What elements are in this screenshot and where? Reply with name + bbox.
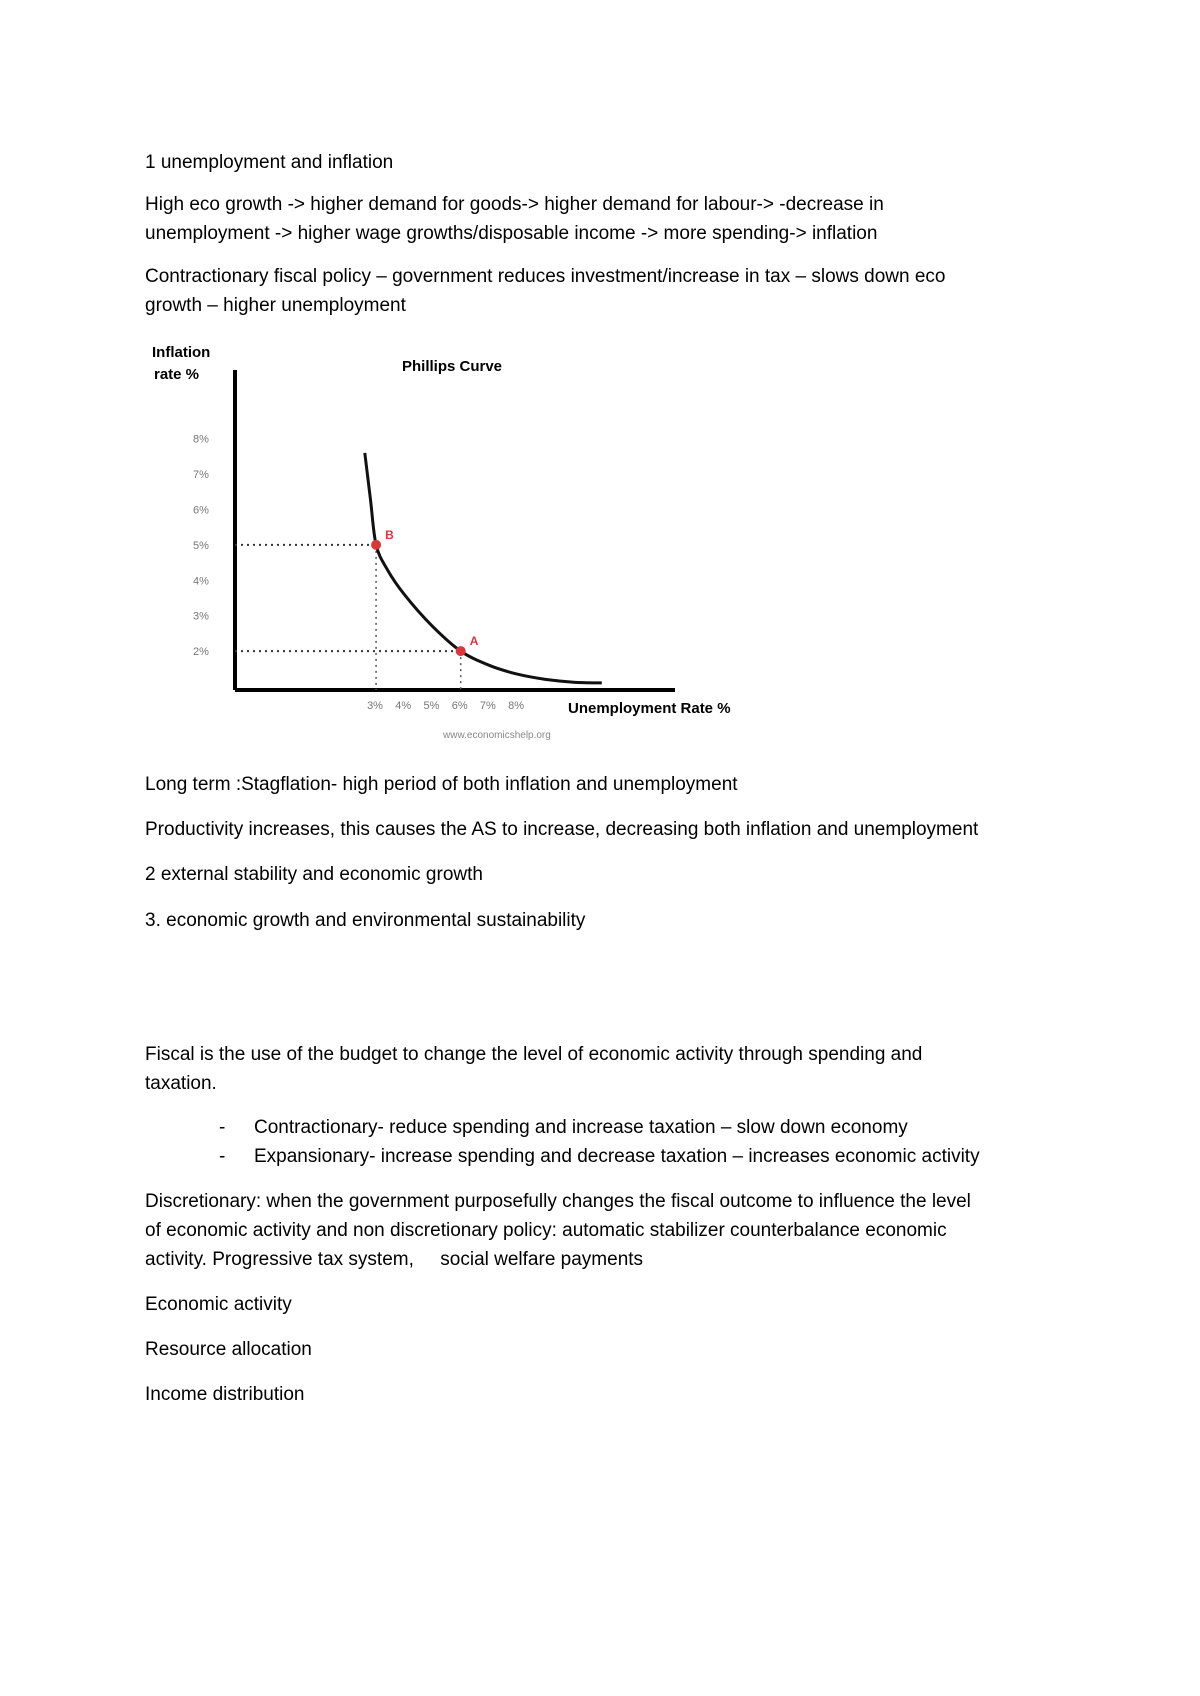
chart-point-label-a: A <box>469 634 479 649</box>
paragraph-stagflation: Long term :Stagflation- high period of both inflation and unemployment <box>145 774 738 795</box>
chart-y-tick-label: 3% <box>193 610 209 623</box>
chart-title: Phillips Curve <box>402 358 503 375</box>
phillips-curve-line <box>365 453 602 683</box>
chart-x-tick-label: 7% <box>479 700 496 712</box>
chart-point-label-b: B <box>385 527 394 542</box>
chart-y-tick-label: 4% <box>193 575 209 588</box>
heading-environmental-sustainability: 3. economic growth and environmental sustainability <box>145 910 586 931</box>
chart-x-tick-label: 5% <box>423 700 440 712</box>
bullet-text: Contractionary- reduce spending and increase taxation – slow down economy <box>254 1117 908 1138</box>
chart-y-tick-label: 2% <box>193 646 209 659</box>
chart-y-tick-label: 5% <box>193 539 209 552</box>
paragraph-eco-growth: High eco growth -> higher demand for goods-> higher demand for labour-> -decrease in unemployment -> higher wage growths/disposable income -> more spending-> inflation <box>145 194 884 244</box>
paragraph-productivity: Productivity increases, this causes the AS to increase, decreasing both inflation and unemployment <box>145 819 979 840</box>
item-economic-activity: Economic activity <box>145 1294 292 1315</box>
chart-x-tick-label: 6% <box>451 700 468 712</box>
chart-x-tick-label: 8% <box>508 700 525 712</box>
paragraph-fiscal-definition: Fiscal is the use of the budget to change the level of economic activity through spending and taxation. <box>145 1044 923 1094</box>
chart-y-tick-label: 6% <box>193 504 209 517</box>
chart-source: www.economicshelp.org <box>443 730 551 741</box>
chart-xlabel: Unemployment Rate % <box>568 700 731 717</box>
item-resource-allocation: Resource allocation <box>145 1339 312 1360</box>
bullet-dash: - <box>219 1146 226 1167</box>
paragraph-contractionary-policy: Contractionary fiscal policy – government reduces investment/increase in tax – slows down eco growth – higher unemployment <box>145 266 946 316</box>
chart-ylabel-line2: rate % <box>154 366 200 383</box>
bullet-text: Expansionary- increase spending and decrease taxation – increases economic activity <box>254 1146 980 1167</box>
chart-plot-area <box>193 370 675 712</box>
bullet-dash: - <box>219 1117 226 1138</box>
chart-y-tick-label: 8% <box>193 433 209 446</box>
paragraph-discretionary: Discretionary: when the government purposefully changes the fiscal outcome to influence the level of economic activity and non discretionary policy: automatic stabilizer counterbalance economic activity. Progressive tax system, social welfare payments <box>145 1191 971 1270</box>
phillips-curve-figure <box>140 335 760 750</box>
chart-point-a <box>456 646 466 656</box>
item-income-distribution: Income distribution <box>145 1384 305 1405</box>
chart-ylabel-line1: Inflation <box>152 344 211 361</box>
heading-external-stability: 2 external stability and economic growth <box>145 864 483 885</box>
chart-y-tick-label: 7% <box>193 469 209 482</box>
heading-unemployment-inflation: 1 unemployment and inflation <box>145 152 394 173</box>
chart-point-b <box>371 540 381 550</box>
phillips-curve-chart <box>140 335 760 745</box>
chart-x-tick-label: 4% <box>395 700 412 712</box>
chart-x-tick-label: 3% <box>367 700 383 712</box>
